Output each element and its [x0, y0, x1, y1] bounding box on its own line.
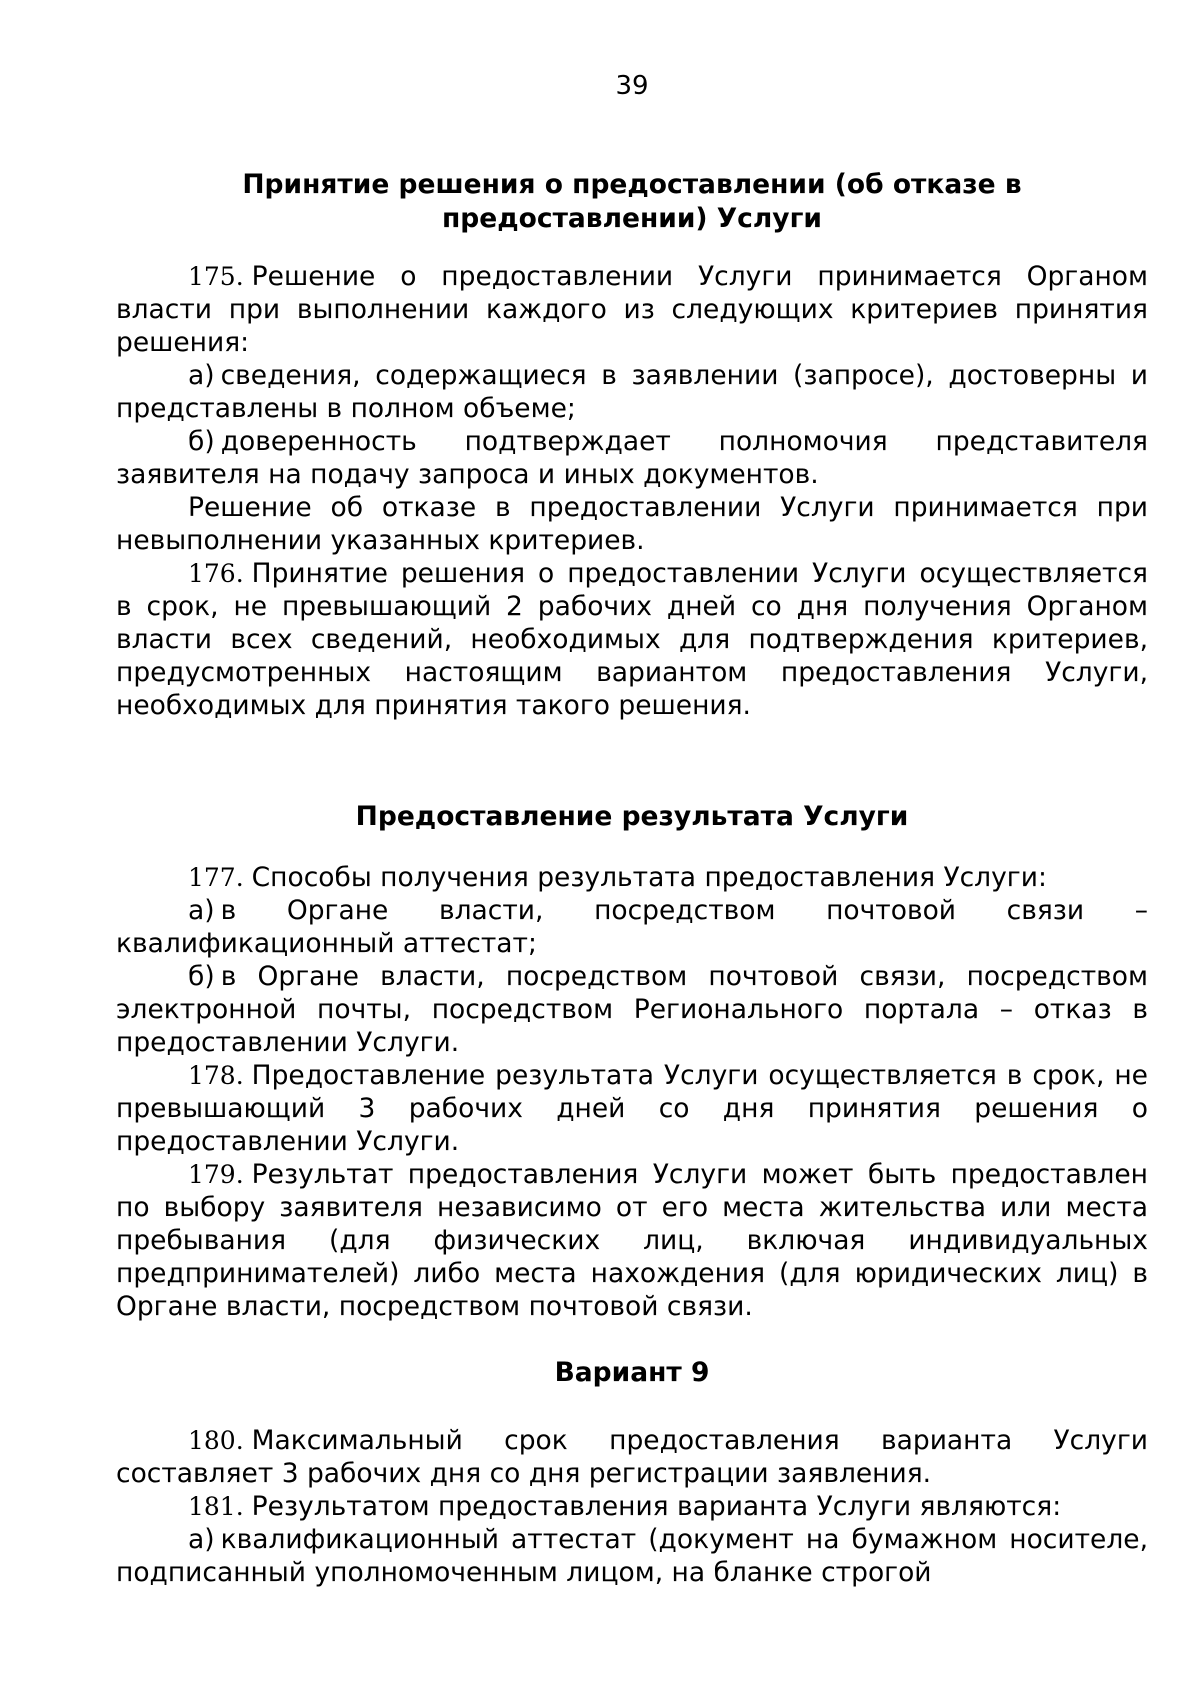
- paragraph-text: Максимальный срок предоставления варианта Услуги составляет 3 рабочих дня со дня регистрации заявления.: [116, 1425, 1148, 1489]
- list-item-label: а): [188, 895, 215, 926]
- list-item-text: квалификационный аттестат (документ на бумажном носителе, подписанный уполномоченным лицом, на бланке строгой: [116, 1524, 1148, 1588]
- paragraph-text: Принятие решения о предоставлении Услуги осуществляется в срок, не превышающий 2 рабочих дней со дня получения Органом власти всех сведений, необходимых для подтверждения критериев, предусмотренных настоящим вариантом предоставления Услуги, необходимых для принятия такого решения.: [116, 558, 1148, 721]
- paragraph-number: 179.: [188, 1160, 244, 1189]
- paragraph-number: 176.: [188, 559, 244, 588]
- list-item-text: в Органе власти, посредством почтовой связи – квалификационный аттестат;: [116, 895, 1148, 959]
- paragraph-text: Предоставление результата Услуги осуществляется в срок, не превышающий 3 рабочих дней со дня принятия решения о предоставлении Услуги.: [116, 1060, 1148, 1157]
- paragraph-number: 175.: [188, 262, 244, 291]
- paragraph-text: Результат предоставления Услуги может быть предоставлен по выбору заявителя независимо от его места жительства или места пребывания (для физических лиц, включая индивидуальных предпринимателей) либо места нахождения (для юридических лиц) в Органе власти, посредством почтовой связи.: [116, 1159, 1148, 1322]
- list-item-label: а): [188, 360, 215, 391]
- paragraph-175: [116, 260, 1148, 359]
- list-item-b: [116, 960, 1148, 1059]
- paragraph-text: Способы получения результата предоставления Услуги:: [251, 862, 1047, 893]
- section-heading: Вариант 9: [554, 1357, 710, 1388]
- paragraph-number: 178.: [188, 1061, 244, 1090]
- paragraph-text: Результатом предоставления варианта Услуги являются:: [251, 1491, 1062, 1522]
- paragraph-number: 181.: [188, 1492, 244, 1521]
- paragraph-text: Решение об отказе в предоставлении Услуги принимается при невыполнении указанных критериев.: [116, 492, 1148, 556]
- paragraph-178: [116, 1059, 1148, 1158]
- list-item-text: в Органе власти, посредством почтовой связи, посредством электронной почты, посредством Регионального портала – отказ в предоставлении Услуги.: [116, 961, 1148, 1058]
- list-item-b: [116, 425, 1148, 491]
- paragraph-177: [116, 861, 1148, 894]
- paragraph-text: Решение о предоставлении Услуги принимается Органом власти при выполнении каждого из следующих критериев принятия решения:: [116, 261, 1148, 358]
- paragraph-181: [116, 1490, 1148, 1523]
- list-item-a: [116, 1523, 1148, 1589]
- paragraph-176: [116, 557, 1148, 722]
- paragraph-number: 177.: [188, 863, 244, 892]
- section-body: [116, 1424, 1148, 1589]
- paragraph-number: 180.: [188, 1426, 244, 1455]
- paragraph-179: [116, 1158, 1148, 1323]
- list-item-a: [116, 359, 1148, 425]
- paragraph-refusal: [116, 491, 1148, 557]
- list-item-label: б): [188, 961, 215, 992]
- list-item-text: доверенность подтверждает полномочия представителя заявителя на подачу запроса и иных документов.: [116, 426, 1148, 490]
- list-item-label: б): [188, 426, 215, 457]
- list-item-text: сведения, содержащиеся в заявлении (запросе), достоверны и представлены в полном объеме;: [116, 360, 1148, 424]
- list-item-a: [116, 894, 1148, 960]
- section-body: [116, 861, 1148, 1323]
- section-body: [116, 260, 1148, 722]
- section-heading: Принятие решения о предоставлении (об отказе в предоставлении) Услуги: [242, 169, 1022, 234]
- page-number: 39: [615, 71, 649, 101]
- section-heading: Предоставление результата Услуги: [355, 801, 909, 832]
- paragraph-180: [116, 1424, 1148, 1490]
- list-item-label: а): [188, 1524, 215, 1555]
